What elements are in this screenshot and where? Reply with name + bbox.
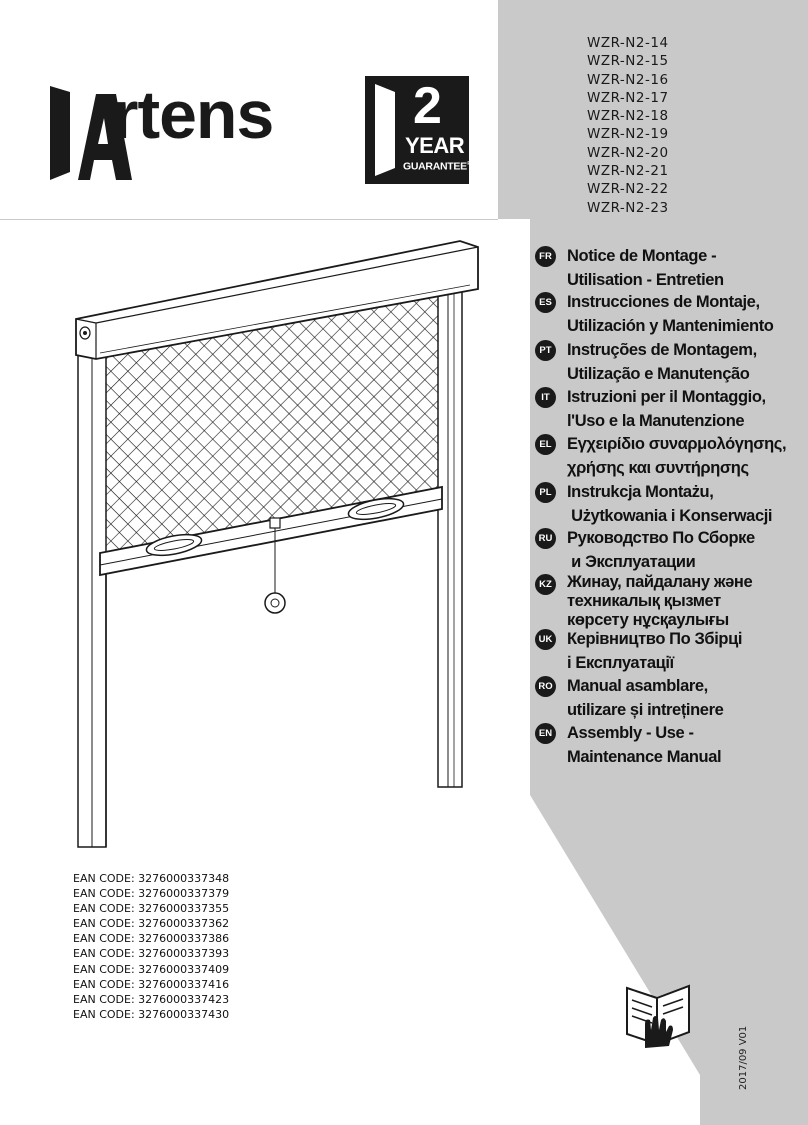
model-number: WZR-N2-21 [587,163,669,180]
manual-title-text: Руководство По Сборке и Эксплуатации [567,529,755,571]
ean-code-line [73,977,229,992]
ean-code-prefix: EAN CODE: [73,977,135,991]
read-manual-icon [623,978,695,1050]
ean-code-value: 3276000337362 [138,917,230,931]
language-code-badge: PL [535,482,556,503]
guarantee-label: GUARANTEE® [403,160,471,173]
ean-code-prefix: EAN CODE: [73,932,135,946]
ean-code-line [73,871,229,886]
badge-door-icon [373,82,399,178]
manual-title-text: Instrucciones de Montaje, Utilización y Mantenimiento [567,293,774,335]
ean-code-value: 3276000337348 [138,872,230,885]
ean-code-value: 3276000337416 [138,977,230,991]
ean-code-value: 3276000337409 [138,962,230,976]
ean-code-value: 3276000337379 [138,887,230,901]
language-code-badge: ES [535,292,556,313]
ean-code-value: 3276000337423 [138,992,230,1006]
model-number-list [587,34,787,217]
roller-screen-illustration [60,235,480,855]
model-number: WZR-N2-20 [587,144,669,161]
ean-code-line [73,1007,229,1022]
ean-code-line [73,901,229,916]
manual-title-pl [535,481,772,528]
ean-code-prefix: EAN CODE: [73,962,135,976]
guarantee-year-label: YEAR [405,133,465,158]
language-code-badge: EN [535,723,556,744]
brand-name: rtens [112,77,274,153]
manual-title-text: Manual asamblare, utilizare și intreținere [567,677,724,719]
language-code-badge: RO [535,676,556,697]
ean-code-line [73,992,229,1007]
model-number: WZR-N2-16 [587,71,669,88]
ean-code-line [73,916,229,931]
ean-code-line [73,946,229,961]
manual-title-text: Instrukcja Montażu, Użytkowania i Konserwacji [567,483,773,525]
language-code-badge: IT [535,387,556,408]
language-code-badge: UK [535,629,556,650]
model-number: WZR-N2-15 [587,53,669,70]
manual-title-es [535,291,773,338]
manual-title-text: Керівництво По Збірці і Експлуатації [567,630,743,672]
ean-code-prefix: EAN CODE: [73,1007,135,1021]
ean-code-value: 3276000337355 [138,902,230,916]
manual-title-text: Notice de Montage - Utilisation - Entretien [567,247,724,289]
ean-code-prefix: EAN CODE: [73,917,135,931]
model-number: WZR-N2-14 [587,35,669,51]
guarantee-years: 2 [413,77,442,135]
manual-title-text: Instruções de Montagem, Utilização e Manutenção [567,341,757,383]
manual-title-text: Εγχειρίδιο συναρμολόγησης, χρήσης και συντήρησης [567,435,787,477]
ean-code-line [73,931,229,946]
model-number: WZR-N2-18 [587,108,669,125]
manual-title-ro [535,675,723,722]
language-code-badge: RU [535,528,556,549]
model-number: WZR-N2-22 [587,181,669,198]
model-number: WZR-N2-19 [587,126,669,143]
manual-title-text: Жинау, пайдалану және техникалық қызмет көрсету нұсқаулығы [567,573,753,629]
manual-title-pt [535,339,757,386]
ean-code-prefix: EAN CODE: [73,947,135,961]
manual-title-uk [535,628,742,675]
manual-title-it [535,386,766,433]
ean-code-list [73,871,229,1022]
version-label-container [736,1010,754,1090]
ean-code-prefix: EAN CODE: [73,872,135,885]
manual-title-text: Assembly - Use - Maintenance Manual [567,724,722,766]
ean-code-value: 3276000337386 [138,932,230,946]
ean-code-value: 3276000337393 [138,947,230,961]
language-code-badge: EL [535,434,556,455]
model-number: WZR-N2-23 [587,199,669,216]
ean-code-value: 3276000337430 [138,1007,230,1021]
manual-title-en [535,722,721,769]
ean-code-line [73,962,229,977]
manual-title-text: Istruzioni per il Montaggio, l'Uso e la Manutenzione [567,388,766,430]
language-code-badge: PT [535,340,556,361]
ean-code-line [73,886,229,901]
manual-title-el [535,433,786,480]
ean-code-prefix: EAN CODE: [73,992,135,1006]
ean-code-prefix: EAN CODE: [73,902,135,916]
language-code-badge: KZ [535,574,556,595]
ean-code-prefix: EAN CODE: [73,887,135,901]
language-code-badge: FR [535,246,556,267]
model-number: WZR-N2-17 [587,89,669,106]
version-label: 2017/09 V01 [738,1025,749,1090]
manual-title-kz [535,573,752,630]
manual-title-ru [535,527,755,574]
manual-title-fr [535,245,724,292]
